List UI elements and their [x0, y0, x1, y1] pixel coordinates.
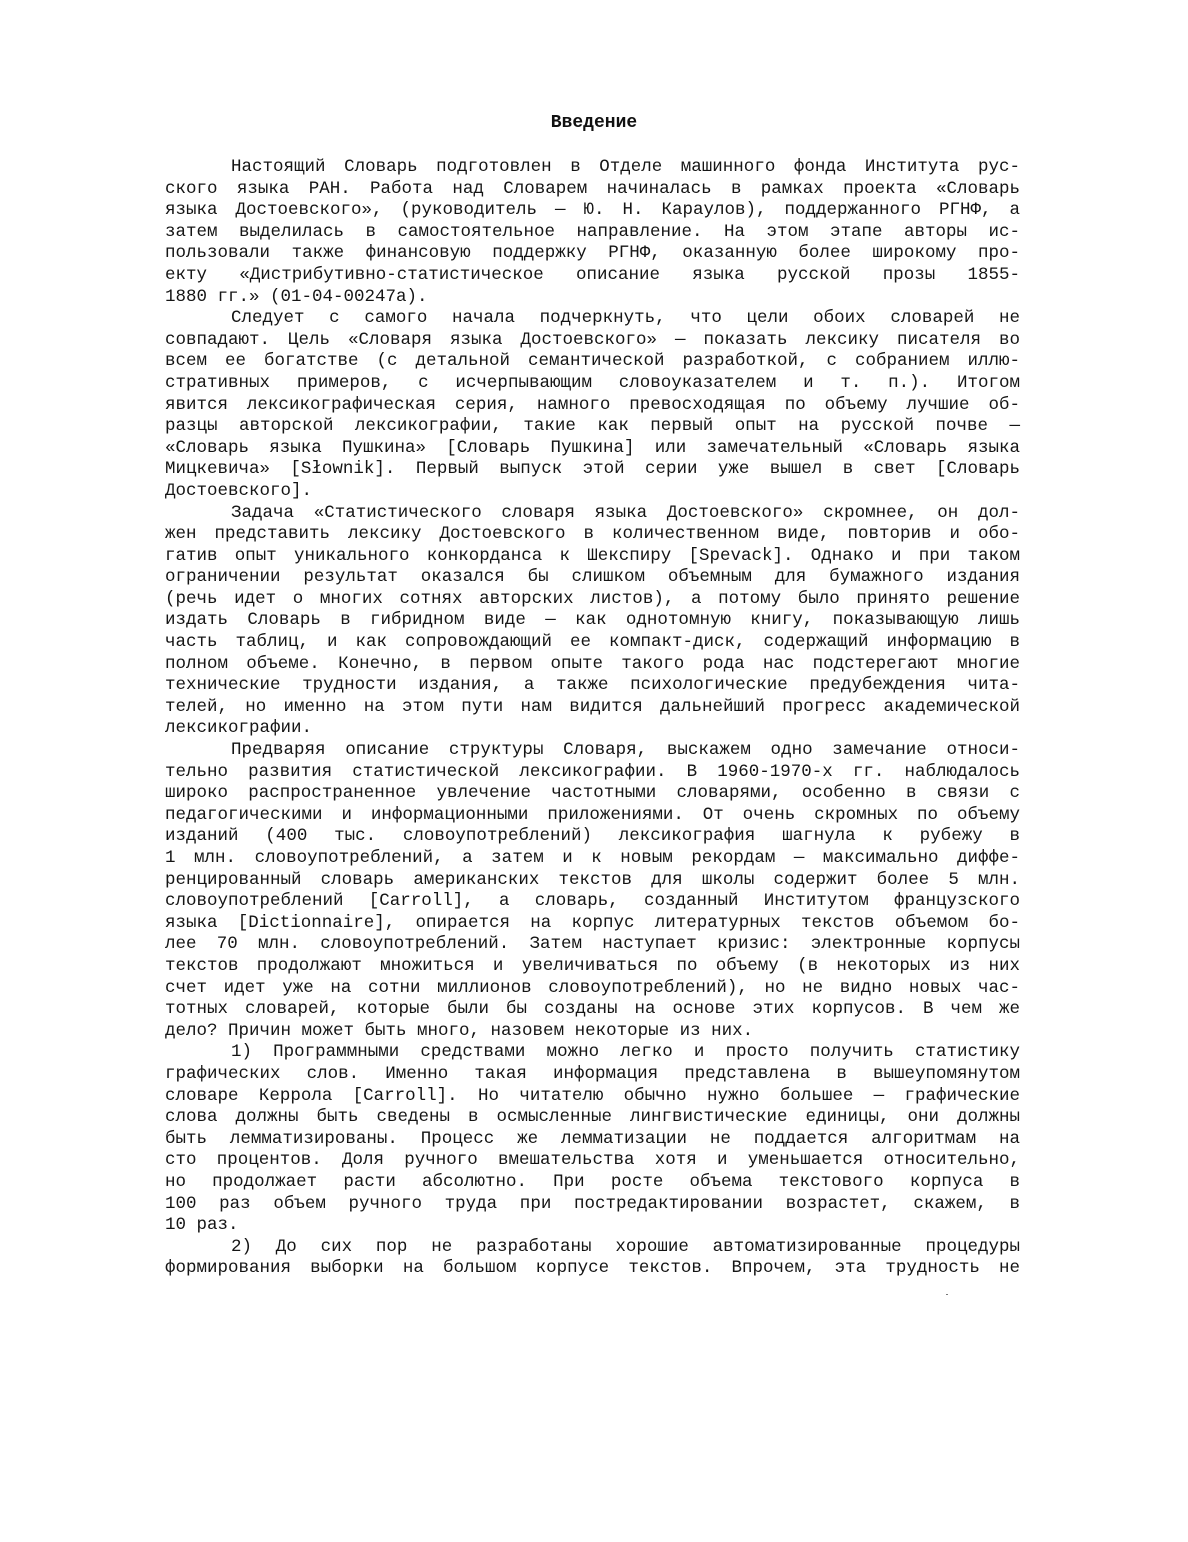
paragraph-3	[165, 503, 1020, 741]
text-line: словоупотреблений [Carroll], а словарь, созданный Институтом французского	[165, 891, 1020, 912]
text-line: стративных примеров, с исчерпывающим словоуказателем и т. п.). Итогом	[165, 372, 1020, 393]
text-line: педагогическими и информационными приложениями. От очень скромных по объему	[165, 804, 1020, 825]
text-line: телей, но именно на этом пути нам видится дальнейший прогресс академической	[165, 696, 1020, 717]
paragraph-5	[165, 1042, 1020, 1236]
text-line: 2) До сих пор не разработаны хорошие автоматизированные процедуры	[231, 1236, 1020, 1257]
text-line: дело? Причин может быть много, назовем некоторые из них.	[165, 1020, 754, 1041]
text-line: языка Достоевского», (руководитель — Ю. Н. Караулов), поддержанного РГНФ, а	[165, 200, 1020, 221]
text-line: часть таблиц, и как сопровождающий ее компакт-диск, содержащий информацию в	[165, 632, 1020, 653]
text-line: пользовали также финансовую поддержку РГНФ, оказанную более широкому про-	[165, 243, 1020, 264]
text-line: Задача «Статистического словаря языка Достоевского» скромнее, он дол-	[231, 502, 1020, 523]
text-line: лее 70 млн. словоупотреблений. Затем наступает кризис: электронные корпусы	[165, 934, 1020, 955]
text-line: ского языка РАН. Работа над Словарем начиналась в рамках проекта «Словарь	[165, 178, 1020, 199]
text-line: графических слов. Именно такая информация представлена в вышеупомянутом	[165, 1063, 1020, 1084]
text-line: языка [Dictionnaire], опирается на корпус литературных текстов объемом бо-	[165, 912, 1020, 933]
text-line: 1 млн. словоупотреблений, а затем и к новым рекордам — максимально диффе-	[165, 848, 1020, 868]
text-line: формирования выборки на большом корпусе текстов. Впрочем, эта трудность не	[165, 1258, 1020, 1279]
paragraph-4	[165, 740, 1020, 1042]
text-line: изданий (400 тыс. словоупотреблений) лексикография шагнула к рубежу в	[165, 826, 1020, 847]
text-line: Достоевского].	[165, 480, 313, 501]
text-line: полном объеме. Конечно, в первом опыте такого рода нас подстерегают многие	[165, 653, 1020, 674]
page-title: Введение	[550, 113, 638, 133]
text-line: тельно развития статистической лексикографии. В 1960-1970-х гг. наблюдалось	[165, 761, 1020, 782]
text-line: 1) Программными средствами можно легко и просто получить статистику	[231, 1042, 1020, 1063]
text-line: технические трудности издания, а также психологические предубеждения чита-	[165, 675, 1020, 696]
paragraph-2	[165, 308, 1020, 502]
text-line: счет идет уже на сотни миллионов словоупотреблений), но не видно новых час-	[165, 977, 1020, 998]
text-line: текстов продолжают множиться и увеличиваться по объему (в некоторых из них	[165, 955, 1020, 976]
text-line: издать Словарь в гибридном виде — как однотомную книгу, показывающую лишь	[165, 610, 1020, 631]
text-line: совпадают. Цель «Словаря языка Достоевского» — показать лексику писателя во	[165, 329, 1020, 350]
body-text	[165, 157, 1020, 1280]
text-line: быть лемматизированы. Процесс же лемматизации не поддается алгоритмам на	[165, 1128, 1020, 1149]
text-line: тотных словарей, которые были бы созданы на основе этих корпусов. В чем же	[165, 999, 1020, 1020]
text-line: слова должны быть сведены в осмысленные лингвистические единицы, они должны	[165, 1107, 1020, 1128]
text-line: «Словарь языка Пушкина» [Словарь Пушкина] или замечательный «Словарь языка	[165, 437, 1020, 458]
text-line: всем ее богатстве (с детальной семантической разработкой, с собранием иллю-	[165, 351, 1020, 372]
text-line: явится лексикографическая серия, намного превосходящая по объему лучшие об-	[165, 394, 1020, 415]
text-line: 100 раз объем ручного труда при постредактировании возрастет, скажем, в	[165, 1193, 1020, 1214]
text-line: 10 раз.	[165, 1215, 239, 1236]
text-line: Мицкевича» [Słownik]. Первый выпуск этой серии уже вышел в свет [Словарь	[165, 459, 1020, 480]
text-line: 1880 гг.» (01-04-00247а).	[165, 286, 428, 307]
text-line: ограничении результат оказался бы слишком объемным для бумажного издания	[165, 567, 1020, 588]
text-line: широко распространенное увлечение частотными словарями, особенно в связи с	[165, 783, 1020, 804]
text-line: Следует с самого начала подчеркнуть, что цели обоих словарей не	[231, 308, 1020, 329]
text-line: затем выделилась в самостоятельное направление. На этом этапе авторы ис-	[165, 221, 1020, 242]
text-line: но продолжает расти абсолютно. При росте объема текстового корпуса в	[165, 1171, 1020, 1192]
text-line: Предваряя описание структуры Словаря, выскажем одно замечание относи-	[231, 740, 1020, 761]
text-line: жен представить лексику Достоевского в количественном виде, повторив и обо-	[165, 524, 1020, 545]
text-line: екту «Дистрибутивно-статистическое описание языка русской прозы 1855-	[165, 264, 1020, 285]
paragraph-6	[165, 1237, 1020, 1280]
text-line: (речь идет о многих сотнях авторских листов), а потому было принято решение	[165, 588, 1020, 609]
text-line: лексикографии.	[165, 718, 313, 739]
text-line: словаре Керрола [Carroll]. Но читателю обычно нужно большее — графические	[165, 1085, 1020, 1106]
scan-speck	[946, 1294, 948, 1295]
paragraph-1	[165, 157, 1020, 308]
text-line: гатив опыт уникального конкорданса к Шекспиру [Spevack]. Однако и при таком	[165, 545, 1020, 566]
text-line: ренцированный словарь американских текстов для школы содержит более 5 млн.	[165, 869, 1020, 890]
text-line: Настоящий Словарь подготовлен в Отделе машинного фонда Института рус-	[231, 157, 1020, 177]
text-line: сто процентов. Доля ручного вмешательства хотя и уменьшается относительно,	[165, 1150, 1020, 1171]
text-line: разцы авторской лексикографии, такие как первый опыт на русской почве —	[165, 416, 1020, 437]
